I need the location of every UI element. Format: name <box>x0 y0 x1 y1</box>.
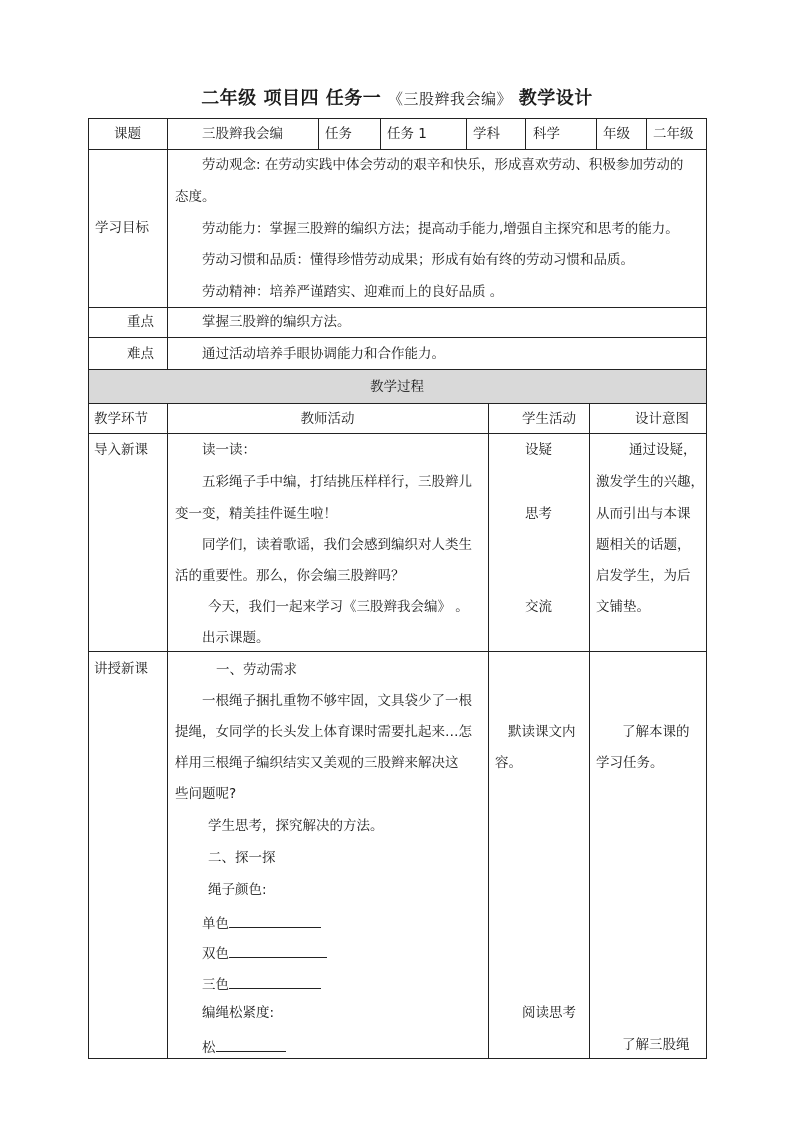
lecture-intent-line: 学习任务。 <box>596 755 664 771</box>
lecture-teacher-line: 三色 <box>202 974 321 993</box>
goals-label: 学习目标 <box>95 220 149 236</box>
lecture-teacher-line: 些问题呢? <box>175 786 237 802</box>
intro-intent-line: 通过设疑， <box>629 442 697 458</box>
topic-value: 三股辫我会编 <box>202 126 283 142</box>
intro-teacher-line: 五彩绳子手中编，打结挑压样样行，三股辫儿 <box>202 474 472 490</box>
lecture-teacher-line: 双色 <box>202 943 327 962</box>
lecture-intent-line: 了解三股绳 <box>622 1037 690 1053</box>
intro-teacher-line: 今天，我们一起来学习《三股辫我会编》 。 <box>208 599 469 615</box>
col-teacher-header: 教师活动 <box>300 411 355 427</box>
intro-intent-line: 激发学生的兴趣， <box>596 474 704 490</box>
col-stage-header: 教学环节 <box>94 411 148 427</box>
intro-teacher-line: 出示课题。 <box>202 630 270 646</box>
label-subject: 学科 <box>473 126 500 142</box>
label-topic: 课题 <box>114 126 141 142</box>
intro-intent-line: 启发学生，为后 <box>596 568 691 584</box>
subject-value: 科学 <box>533 126 560 142</box>
intro-intent-line: 从而引出与本课 <box>596 506 691 522</box>
col-student-header: 学生活动 <box>522 411 576 427</box>
goal-line: 劳动能力：掌握三股辫的编织方法；提高动手能力,增强自主探究和思考的能力。 <box>202 221 679 237</box>
lecture-student-activity: 默读课文内 <box>508 724 576 740</box>
goal-line: 劳动观念: 在劳动实践中体会劳动的艰辛和快乐，形成喜欢劳动、积极参加劳动的 <box>202 157 684 173</box>
intro-student-activity: 思考 <box>525 506 552 522</box>
intro-teacher-line: 变一变，精美挂件诞生啦！ <box>175 506 337 522</box>
process-title: 教学过程 <box>370 379 424 395</box>
intro-teacher-line: 活的重要性。那么，你会编三股辫吗？ <box>175 568 405 584</box>
difficulty-text: 通过活动培养手眼协调能力和合作能力。 <box>202 346 445 362</box>
grade-value: 二年级 <box>653 126 694 142</box>
intro-student-activity: 交流 <box>525 599 552 615</box>
key-point-label: 重点 <box>127 314 154 330</box>
goal-line: 态度。 <box>175 189 216 205</box>
key-point-text: 掌握三股辫的编织方法。 <box>202 314 351 330</box>
lecture-teacher-line: 一、劳动需求 <box>216 662 297 678</box>
blank-line <box>229 943 327 958</box>
lecture-teacher-line: 二、探一探 <box>208 850 276 866</box>
intro-intent-line: 文铺垫。 <box>596 599 650 615</box>
intro-teacher-line: 同学们，读着歌谣，我们会感到编织对人类生 <box>202 537 472 553</box>
intro-student-activity: 设疑 <box>525 442 552 458</box>
goal-line: 劳动精神：培养严谨踏实、迎难而上的良好品质 。 <box>202 284 504 300</box>
document-title: 二年级 项目四 任务一 《三股辫我会编》 教学设计 <box>201 88 593 109</box>
intro-stage: 导入新课 <box>94 442 148 458</box>
lecture-teacher-line: 单色 <box>202 913 321 932</box>
lecture-teacher-line: 样用三根绳子编织结实又美观的三股辫来解决这 <box>175 755 459 771</box>
lecture-teacher-line: 绳子颜色: <box>208 882 267 898</box>
lecture-student-activity: 阅读思考 <box>522 1005 576 1021</box>
lecture-teacher-line: 提绳，女同学的长头发上体育课时需要扎起来…怎 <box>175 724 472 740</box>
difficulty-label: 难点 <box>127 346 154 362</box>
label-grade: 年级 <box>603 126 630 142</box>
task-value: 任务 1 <box>387 126 427 142</box>
label-task: 任务 <box>325 126 352 142</box>
lecture-teacher-line: 一根绳子捆扎重物不够牢固，文具袋少了一根 <box>202 693 472 709</box>
lecture-teacher-line: 松 <box>202 1037 286 1056</box>
blank-line <box>229 974 321 989</box>
blank-line <box>229 913 321 928</box>
col-intent-header: 设计意图 <box>635 411 689 427</box>
lecture-intent-line: 了解本课的 <box>622 724 690 740</box>
lecture-teacher-line: 编绳松紧度: <box>202 1005 275 1021</box>
blank-line <box>216 1037 286 1052</box>
goal-line: 劳动习惯和品质：懂得珍惜劳动成果；形成有始有终的劳动习惯和品质。 <box>202 252 634 268</box>
lecture-stage: 讲授新课 <box>94 661 148 677</box>
intro-intent-line: 题相关的话题， <box>596 537 691 553</box>
lecture-teacher-line: 学生思考，探究解决的方法。 <box>208 818 384 834</box>
intro-teacher-line: 读一读： <box>202 442 256 458</box>
lecture-student-activity: 容。 <box>495 755 522 771</box>
